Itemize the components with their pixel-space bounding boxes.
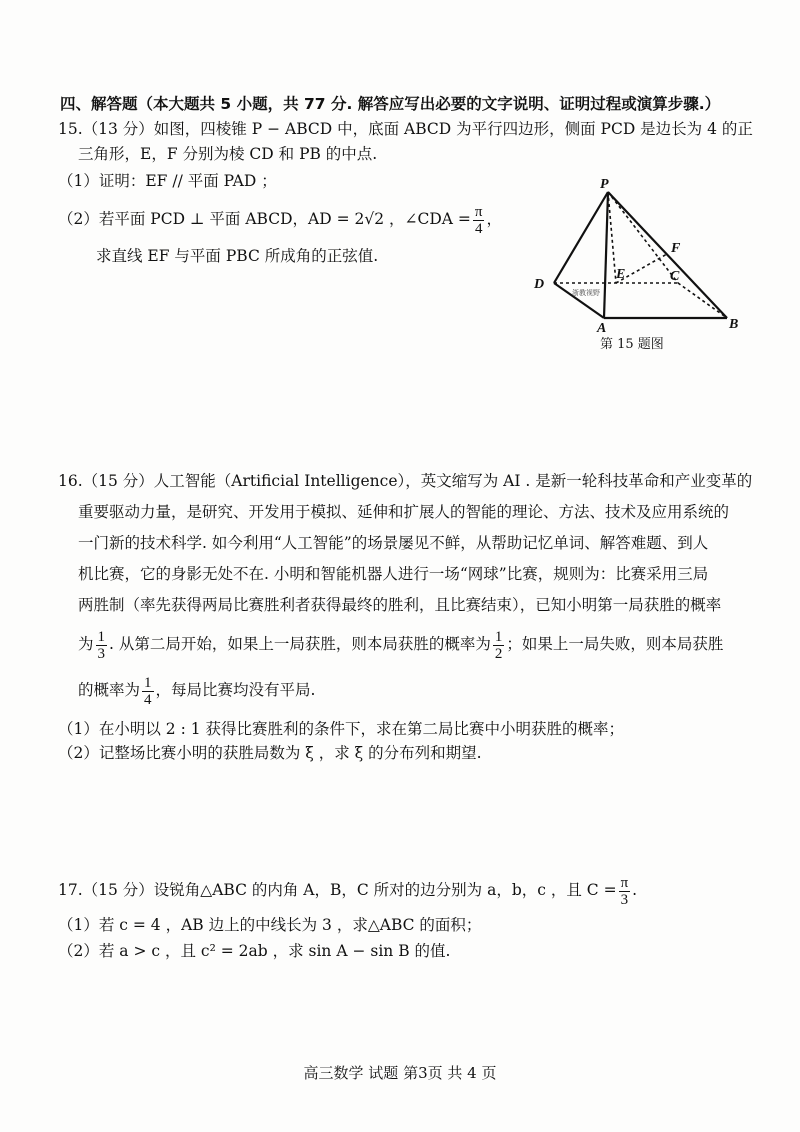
q16-line4: 机比赛，它的身影无处不在. 小明和智能机器人进行一场“网球”比赛，规则为：比赛采用三局	[78, 565, 709, 583]
label-F: F	[671, 241, 681, 256]
label-P: P	[600, 177, 609, 192]
q16-fraction-1	[96, 629, 108, 662]
q15-frac-numerator: π	[474, 203, 483, 220]
q16-line1: 16.（15 分）人工智能（Artificial Intelligence），英文缩写为 AI . 是新一轮科技革命和产业变革的	[58, 472, 753, 490]
q17-fraction	[619, 875, 631, 908]
q17-part1: （1）若 c = 4 ，AB 边上的中线长为 3 ，求△ABC 的面积；	[58, 916, 482, 934]
segment-PE	[608, 192, 616, 283]
q16-fraction-3	[142, 675, 154, 708]
q15-part1: （1）证明：EF // 平面 PAD ；	[58, 172, 277, 190]
q16-line6-text-b: . 从第二局开始，如果上一局获胜，则本局获胜的概率为	[109, 635, 491, 653]
q17-line1-text-a: 17.（15 分）设锐角△ABC 的内角 A，B，C 所对的边分别为 a，b，c ，且 C =	[58, 881, 617, 899]
q16-line2: 重要驱动力量，是研究、开发用于模拟、延伸和扩展人的智能的理论、方法、技术及应用系统的	[78, 503, 730, 521]
q17-line1	[58, 870, 758, 910]
section-title: 四、解答题（本大题共 5 小题，共 77 分. 解答应写出必要的文字说明、证明过程或演算步骤.）	[60, 95, 721, 113]
q16-line5: 两胜制（率先获得两局比赛胜利者获得最终的胜利，且比赛结束），已知小明第一局获胜的概率	[78, 596, 722, 614]
q16-fraction-2	[493, 629, 505, 662]
q17-part2: （2）若 a > c ，且 c² = 2ab ，求 sin A − sin B 的值.	[58, 942, 451, 960]
q16-line7-text-a: 的概率为	[78, 681, 141, 699]
q16-frac1-numerator: 1	[97, 628, 106, 645]
q16-part1: （1）在小明以 2 : 1 获得比赛胜利的条件下，求在第二局比赛中小明获胜的概率；	[58, 720, 625, 738]
q15-frac-denominator: 4	[474, 220, 483, 237]
page-footer: 高三数学 试题 第3页 共 4 页	[303, 1064, 497, 1082]
edge-PB	[608, 192, 727, 318]
label-B: B	[729, 317, 739, 332]
label-A: A	[597, 321, 607, 336]
figure-caption: 第 15 题图	[600, 337, 664, 352]
edge-PD	[554, 192, 608, 283]
q15-part2-text-b: ，	[486, 210, 502, 228]
q16-part2: （2）记整场比赛小明的获胜局数为 ξ ，求 ξ 的分布列和期望.	[58, 744, 482, 762]
q15-part2-text-a: （2）若平面 PCD ⊥ 平面 ABCD，AD = 2√2 ，∠CDA =	[58, 210, 471, 228]
q17-frac-numerator: π	[620, 874, 629, 891]
q16-frac1-denominator: 3	[97, 645, 106, 662]
q15-part2-line2: 求直线 EF 与平面 PBC 所成角的正弦值.	[96, 246, 379, 265]
q16-line7-text-b: ，每局比赛均没有平局.	[155, 681, 316, 699]
question-17	[58, 870, 758, 964]
edge-PA	[604, 192, 608, 318]
q16-line3: 一门新的技术科学. 如今利用“人工智能”的场景屡见不鲜，从帮助记忆单词、解答难题、到人	[78, 534, 709, 552]
q16-frac2-denominator: 2	[494, 645, 503, 662]
label-D: D	[534, 277, 545, 292]
question-16	[58, 466, 758, 765]
label-E: E	[616, 267, 626, 282]
q16-frac2-numerator: 1	[494, 628, 503, 645]
q16-line6-text-a: 为	[78, 635, 94, 653]
q16-frac3-denominator: 4	[144, 691, 152, 708]
q17-frac-denominator: 3	[620, 891, 629, 908]
label-C: C	[670, 269, 680, 284]
edge-CB	[678, 283, 727, 318]
q16-line7	[58, 669, 758, 711]
figure-watermark: 浙教视野	[572, 289, 600, 297]
q15-line2: 三角形，E，F 分别为棱 CD 和 PB 的中点.	[78, 145, 378, 163]
q16-frac3-numerator: 1	[144, 674, 152, 691]
q17-line1-text-b: .	[632, 881, 638, 899]
q15-part2-fraction	[473, 204, 485, 237]
q16-line6-text-c: ；如果上一局失败，则本局获胜	[506, 635, 724, 653]
q15-line1: 15.（13 分）如图，四棱锥 P − ABCD 中，底面 ABCD 为平行四边形，侧面 PCD 是边长为 4 的正	[58, 120, 753, 138]
q16-line6	[58, 623, 758, 665]
